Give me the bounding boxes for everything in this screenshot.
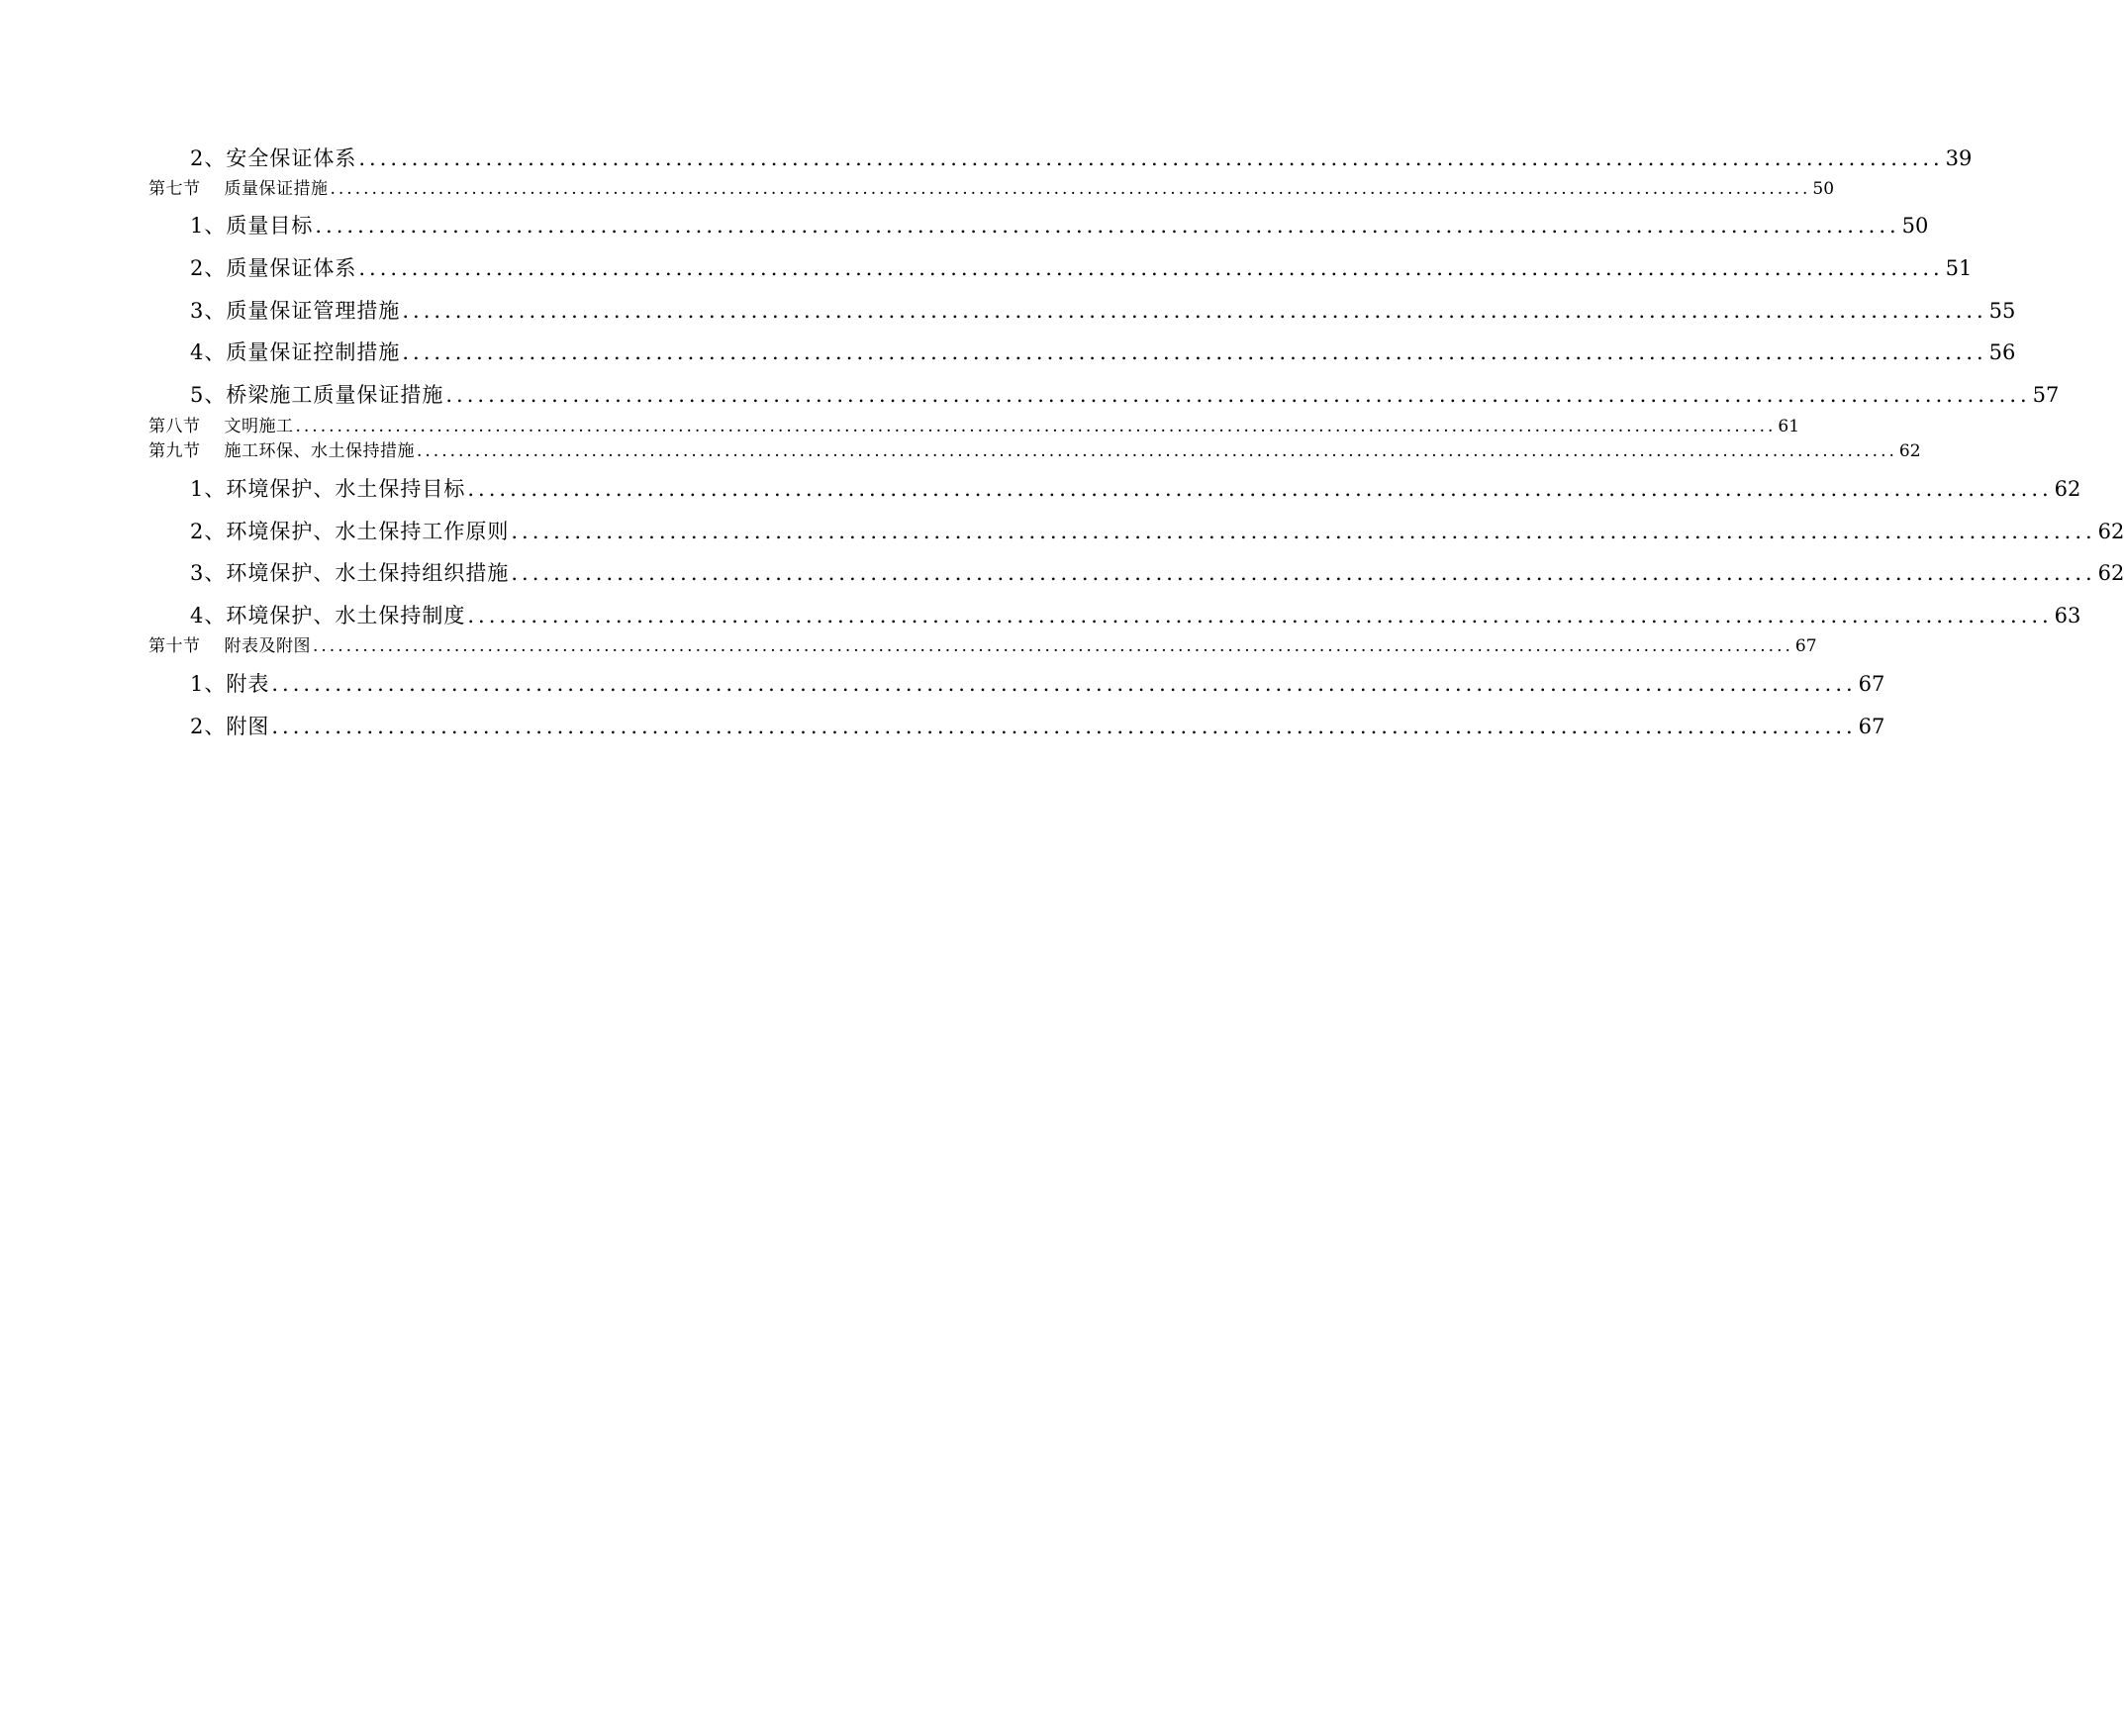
toc-entry[interactable]	[190, 143, 1973, 172]
toc-entry[interactable]	[190, 295, 2016, 325]
toc-entry-page: 67	[1858, 672, 1885, 696]
dot-leader: ......................................................................................................................................................	[511, 561, 2096, 585]
toc-entry[interactable]	[190, 473, 2081, 503]
toc-entry-page: 56	[1988, 340, 2016, 364]
dot-leader: ..................................................................................................................................................................................	[417, 441, 1897, 461]
dot-leader: ......................................................................................................................................................	[315, 214, 1900, 238]
toc-section-number: 第八节	[148, 417, 201, 436]
dot-leader: ......................................................................................................................................................	[402, 299, 1987, 323]
dot-leader: ..................................................................................................................................................................................	[313, 636, 1793, 656]
toc-entry[interactable]	[190, 557, 2124, 587]
toc-entry-title: 4、质量保证控制措施	[190, 340, 401, 364]
toc-entry-page: 62	[2054, 477, 2081, 501]
toc-entry-title: 3、环境保护、水土保持组织措施	[190, 561, 510, 585]
toc-entry-page: 55	[1988, 299, 2016, 323]
toc-entry-title: 2、安全保证体系	[190, 146, 357, 170]
toc-entry-page: 51	[1945, 256, 1973, 280]
toc-entry-title: 1、附表	[190, 672, 270, 696]
dot-leader: ..................................................................................................................................................................................	[295, 417, 1777, 436]
toc-section-entry[interactable]	[148, 631, 1817, 656]
toc-entry[interactable]	[190, 600, 2081, 629]
toc-entry-page: 62	[2097, 520, 2124, 543]
toc-entry-title: 3、质量保证管理措施	[190, 299, 401, 323]
toc-entry-page: 62	[2097, 561, 2124, 585]
dot-leader: ......................................................................................................................................................	[402, 340, 1987, 364]
toc-entry-title: 施工环保、水土保持措施	[224, 441, 415, 461]
dot-leader: ......................................................................................................................................................	[358, 146, 1944, 170]
toc-section-number: 第七节	[148, 179, 201, 199]
toc-entry-title: 2、附图	[190, 715, 270, 738]
toc-section-entry[interactable]	[148, 436, 1921, 461]
toc-entry-page: 67	[1858, 715, 1885, 738]
toc-entry-title: 5、桥梁施工质量保证措施	[190, 383, 444, 407]
dot-leader: ......................................................................................................................................................	[358, 256, 1944, 280]
dot-leader: ......................................................................................................................................................	[467, 604, 2053, 627]
toc-entry[interactable]	[190, 711, 1885, 740]
toc-entry-page: 50	[1812, 179, 1835, 199]
toc-entry[interactable]	[190, 210, 1929, 240]
toc-entry-page: 57	[2032, 383, 2060, 407]
dot-leader: ......................................................................................................................................................	[467, 477, 2053, 501]
toc-entry[interactable]	[190, 668, 1885, 698]
toc-entry[interactable]	[190, 379, 2060, 409]
toc-entry[interactable]	[190, 516, 2124, 545]
dot-leader: ......................................................................................................................................................	[271, 715, 1857, 738]
toc-entry-page: 62	[1898, 441, 1921, 461]
toc-section-number: 第十节	[148, 636, 201, 656]
toc-section-number: 第九节	[148, 441, 201, 461]
dot-leader: ......................................................................................................................................................	[271, 672, 1857, 696]
toc-entry-title: 质量保证措施	[224, 179, 329, 199]
dot-leader: ......................................................................................................................................................	[511, 520, 2096, 543]
toc-entry-page: 63	[2054, 604, 2081, 627]
toc-entry-title: 附表及附图	[224, 636, 311, 656]
toc-entry-page: 50	[1901, 214, 1929, 238]
toc-entry[interactable]	[190, 252, 1973, 282]
toc-section-entry[interactable]	[148, 412, 1800, 436]
toc-entry-title: 2、环境保护、水土保持工作原则	[190, 520, 510, 543]
toc-entry-title: 文明施工	[224, 417, 294, 436]
toc-entry[interactable]	[190, 337, 2016, 366]
toc-entry-title: 4、环境保护、水土保持制度	[190, 604, 466, 627]
toc-entry-page: 39	[1945, 146, 1973, 170]
toc-entry-page: 61	[1778, 417, 1800, 436]
toc-entry-title: 1、质量目标	[190, 214, 314, 238]
toc-entry-title: 1、环境保护、水土保持目标	[190, 477, 466, 501]
dot-leader: ..................................................................................................................................................................................	[330, 179, 1811, 199]
toc-entry-title: 2、质量保证体系	[190, 256, 357, 280]
dot-leader: ......................................................................................................................................................	[445, 383, 2031, 407]
toc-section-entry[interactable]	[148, 174, 1835, 199]
toc-entry-page: 67	[1794, 636, 1817, 656]
